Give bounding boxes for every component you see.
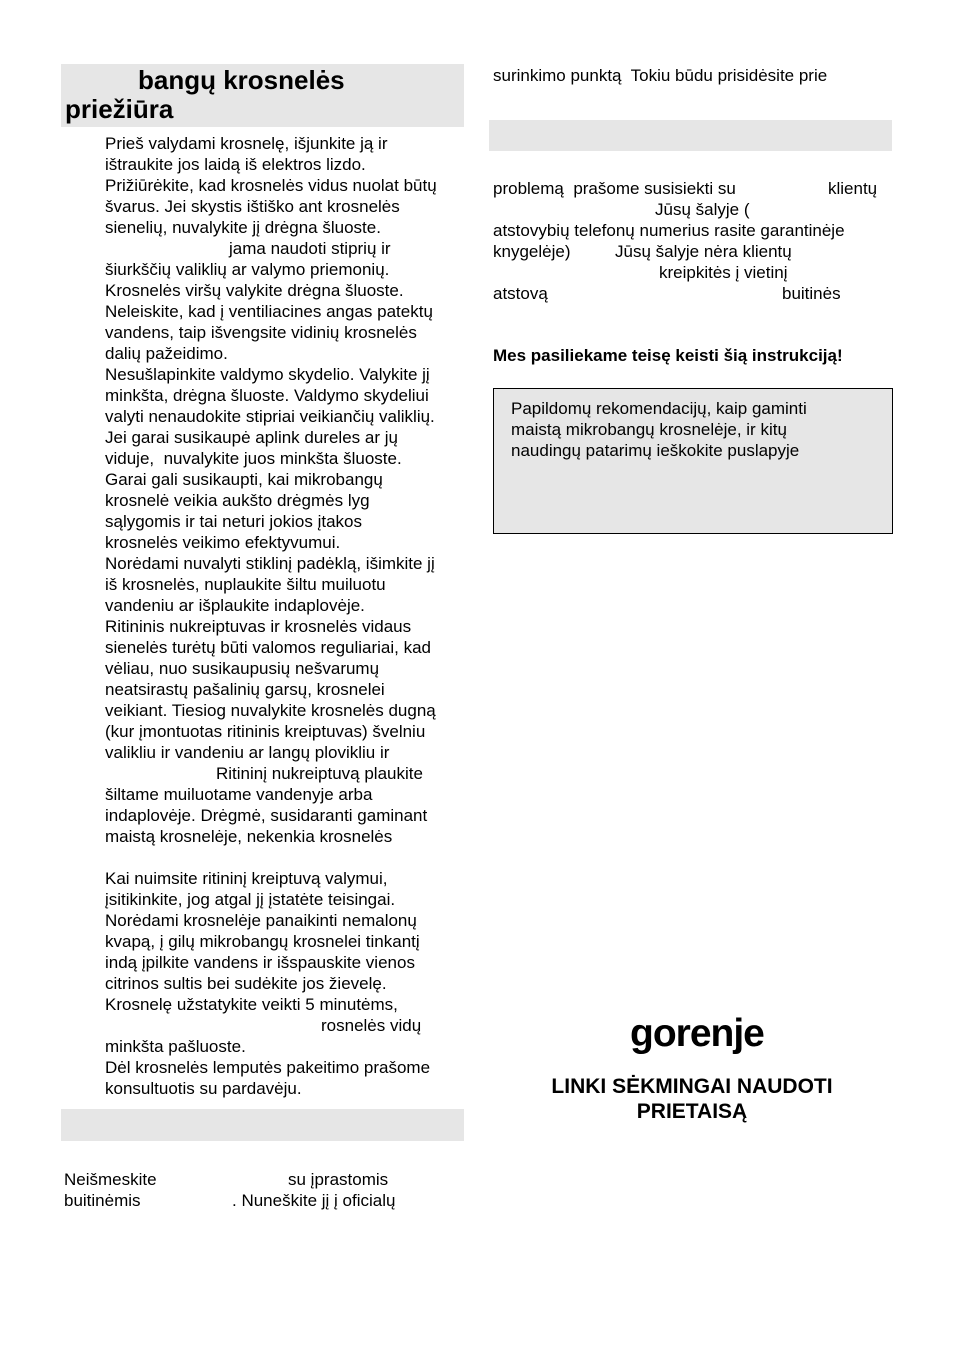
text-line: įsitikinkite, jog atgal jį įstatėte teisingai. bbox=[105, 890, 396, 909]
text-line: viduje, nuvalykite juos minkšta šluoste. bbox=[105, 449, 402, 468]
text-line: Nesušlapinkite valdymo skydelio. Valykite jį bbox=[105, 365, 430, 384]
disposal-text bbox=[0, 1160, 480, 1220]
service-text bbox=[480, 170, 954, 310]
text-line: naudingų patarimų ieškokite puslapyje bbox=[511, 441, 800, 460]
text-line: kvapą, į gilų mikrobangų krosnelei tinkantį bbox=[105, 932, 420, 951]
text-line: knygelėje) bbox=[493, 242, 571, 261]
text-line: buitinės bbox=[782, 284, 841, 303]
text-line: problemą prašome susisiekti su bbox=[493, 179, 736, 198]
text-line: Jūsų šalyje ( bbox=[655, 200, 750, 219]
text-line: kreipkitės į vietinį bbox=[659, 263, 788, 282]
text-line: Krosnelės viršų valykite drėgna šluoste. bbox=[105, 281, 404, 300]
text-line: Norėdami nuvalyti stiklinį padėklą, išimkite jį bbox=[105, 554, 435, 573]
text-line: jama naudoti stiprių ir bbox=[229, 239, 391, 258]
text-line: Jūsų šalyje nėra klientų bbox=[615, 242, 792, 261]
text-line: dalių pažeidimo. bbox=[105, 344, 228, 363]
text-line: krosnelė veikia aukšto drėgmės lyg bbox=[105, 491, 370, 510]
text-line: veikiant. Tiesiog nuvalykite krosnelės dugną bbox=[105, 701, 436, 720]
text-line: minkšta pašluoste. bbox=[105, 1037, 246, 1056]
text-line: vandeniu ar išplaukite indaplovėje. bbox=[105, 596, 365, 615]
text-line: valyti nenaudokite stipriai veikiančių valiklių. bbox=[105, 407, 435, 426]
text-line: Norėdami krosnelėje panaikinti nemalonų bbox=[105, 911, 417, 930]
text-line: Prižiūrėkite, kad krosnelės vidus nuolat būtų bbox=[105, 176, 437, 195]
text-line: iš krosnelės, nuplaukite šiltu muiluotu bbox=[105, 575, 386, 594]
text-line: Garai gali susikaupti, kai mikrobangų bbox=[105, 470, 383, 489]
text-line: krosnelės veikimo efektyvumui. bbox=[105, 533, 341, 552]
text-line: Dėl krosnelės lemputės pakeitimo prašome bbox=[105, 1058, 431, 1077]
text-line: ištraukite jos laidą iš elektros lizdo. bbox=[105, 155, 366, 174]
text-line: Krosnelę užstatykite veikti 5 minutėms, bbox=[105, 995, 398, 1014]
text-line: Neišmeskite bbox=[64, 1170, 157, 1189]
text-line: sienelės turėtų būti valomos reguliariai, kad bbox=[105, 638, 432, 657]
heading-line-1: bangų krosnelės bbox=[138, 65, 345, 95]
text-line: buitinėmis bbox=[64, 1191, 141, 1210]
disposal-text-continued: surinkimo punktą Tokiu būdu prisidėsite prie bbox=[493, 66, 828, 85]
text-line: šiurkščių valiklių ar valymo priemonių. bbox=[105, 260, 390, 279]
gorenje-logo: gorenje bbox=[630, 1012, 764, 1055]
slogan-line-1: LINKI SĖKMINGAI NAUDOTI bbox=[551, 1075, 833, 1098]
heading-line-2: priežiūra bbox=[65, 94, 174, 124]
text-line: indą įpilkite vandens ir išspauskite vienos bbox=[105, 953, 415, 972]
text-line: su įprastomis bbox=[288, 1170, 389, 1189]
text-line: Kai nuimsite ritininį kreiptuvą valymui, bbox=[105, 869, 388, 888]
reserve-notice: Mes pasiliekame teisę keisti šią instrukciją! bbox=[493, 346, 843, 365]
text-line: šiltame muiluotame vandenyje arba bbox=[105, 785, 373, 804]
text-line: rosnelės vidų bbox=[321, 1016, 422, 1035]
text-line: valikliu ir vandeniu ar langų plovikliu ir bbox=[105, 743, 390, 762]
recommendations-box bbox=[493, 388, 893, 534]
text-line: indaplovėje. Drėgmė, susidaranti gaminant bbox=[105, 806, 428, 825]
text-line: Ritininį nukreiptuvą plaukite bbox=[216, 764, 423, 783]
text-line: . Nuneškite jį į oficialų bbox=[232, 1191, 396, 1210]
text-line: vandens, taip išvengsite vidinių krosnelės bbox=[105, 323, 417, 342]
text-line: minkšta, drėgna šluoste. Valdymo skydeliui bbox=[105, 386, 429, 405]
text-line: citrinos sultis bei sudėkite jos žievelę. bbox=[105, 974, 387, 993]
text-line: atstovą bbox=[493, 284, 548, 303]
text-line: maistą krosnelėje, nekenkia krosnelės bbox=[105, 827, 393, 846]
text-line: Jei garai susikaupė aplink dureles ar jų bbox=[105, 428, 398, 447]
text-line: konsultuotis su pardavėju. bbox=[105, 1079, 302, 1098]
text-line: maistą mikrobangų krosnelėje, ir kitų bbox=[511, 420, 787, 439]
text-line: sienelių, nuvalykite jį drėgna šluoste. bbox=[105, 218, 381, 237]
text-line: klientų bbox=[828, 179, 878, 198]
text-line: sąlygomis ir tai neturi jokios įtakos bbox=[105, 512, 362, 531]
text-line: vėliau, nuo susikaupusių nešvarumų bbox=[105, 659, 380, 678]
text-line: Prieš valydami krosnelę, išjunkite ją ir bbox=[105, 134, 388, 153]
slogan-line-2: PRIETAISĄ bbox=[636, 1100, 748, 1123]
text-line: atstovybių telefonų numerius rasite garantinėje bbox=[493, 221, 845, 240]
text-line: švarus. Jei skystis ištiško ant krosnelės bbox=[105, 197, 400, 216]
text-line: neatsirastų pašalinių garsų, krosnelei bbox=[105, 680, 385, 699]
text-line: (kur įmontuotas ritininis kreiptuvas) švelniu bbox=[105, 722, 426, 741]
text-line: Ritininis nukreiptuvas ir krosnelės vidaus bbox=[105, 617, 412, 636]
closing-slogan bbox=[493, 1074, 891, 1124]
text-line: Neleiskite, kad į ventiliacines angas patektų bbox=[105, 302, 433, 321]
text-line: Papildomų rekomendacijų, kaip gaminti bbox=[511, 399, 807, 418]
section-heading-service bbox=[489, 120, 892, 151]
section-heading-disposal bbox=[61, 1109, 464, 1141]
